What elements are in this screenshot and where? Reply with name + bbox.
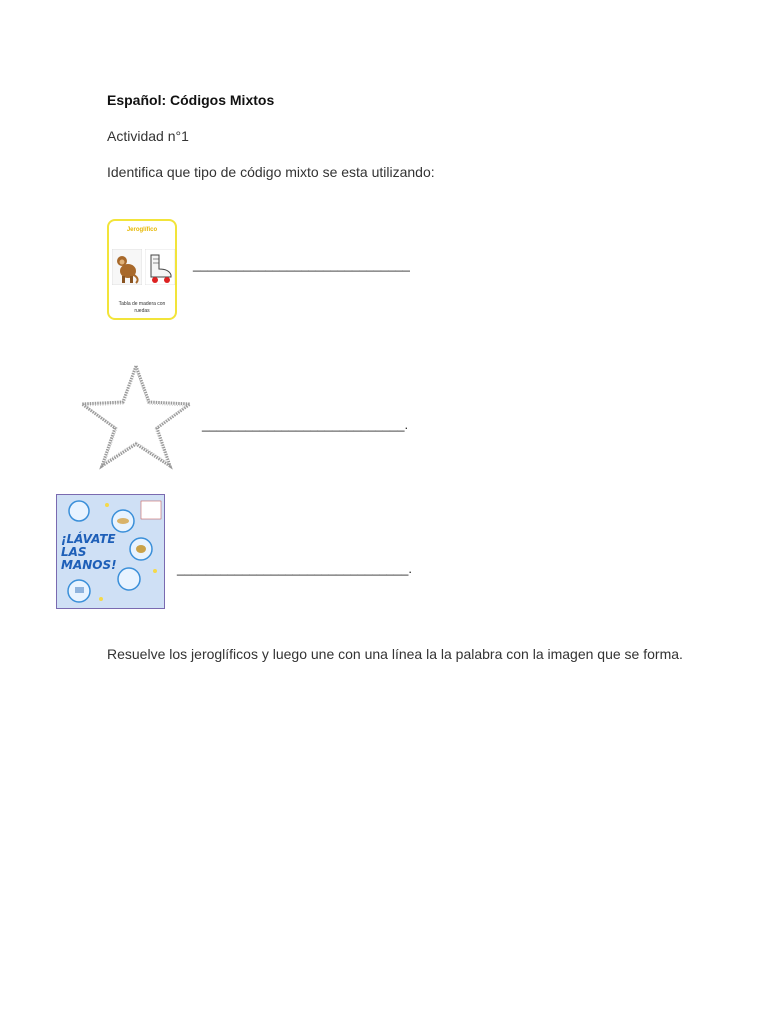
poster-title: ¡LÁVATE LAS MANOS! [61, 532, 117, 572]
monkey-icon [112, 249, 142, 285]
jeroglifico-card [107, 219, 177, 320]
handwash-poster [56, 494, 165, 609]
answer-blank-3[interactable]: ________________________________. [177, 561, 412, 576]
resolve-instruction: Resuelve los jeroglíficos y luego une con una línea la la palabra con la imagen que se forma. [107, 646, 683, 662]
instruction-text: Identifica que tipo de código mixto se esta utilizando: [107, 164, 435, 180]
answer-blank-2[interactable]: ____________________________. [202, 417, 409, 432]
answer-blank-1[interactable]: ______________________________ [193, 257, 410, 272]
card-caption: Tabla de madera con ruedas [118, 301, 166, 314]
card-title: Jeroglífico [126, 227, 158, 233]
star-calligram-icon [78, 362, 194, 470]
page-title: Español: Códigos Mixtos [107, 92, 275, 108]
activity-label: Actividad n°1 [107, 128, 189, 144]
roller-skate-icon [145, 249, 175, 285]
